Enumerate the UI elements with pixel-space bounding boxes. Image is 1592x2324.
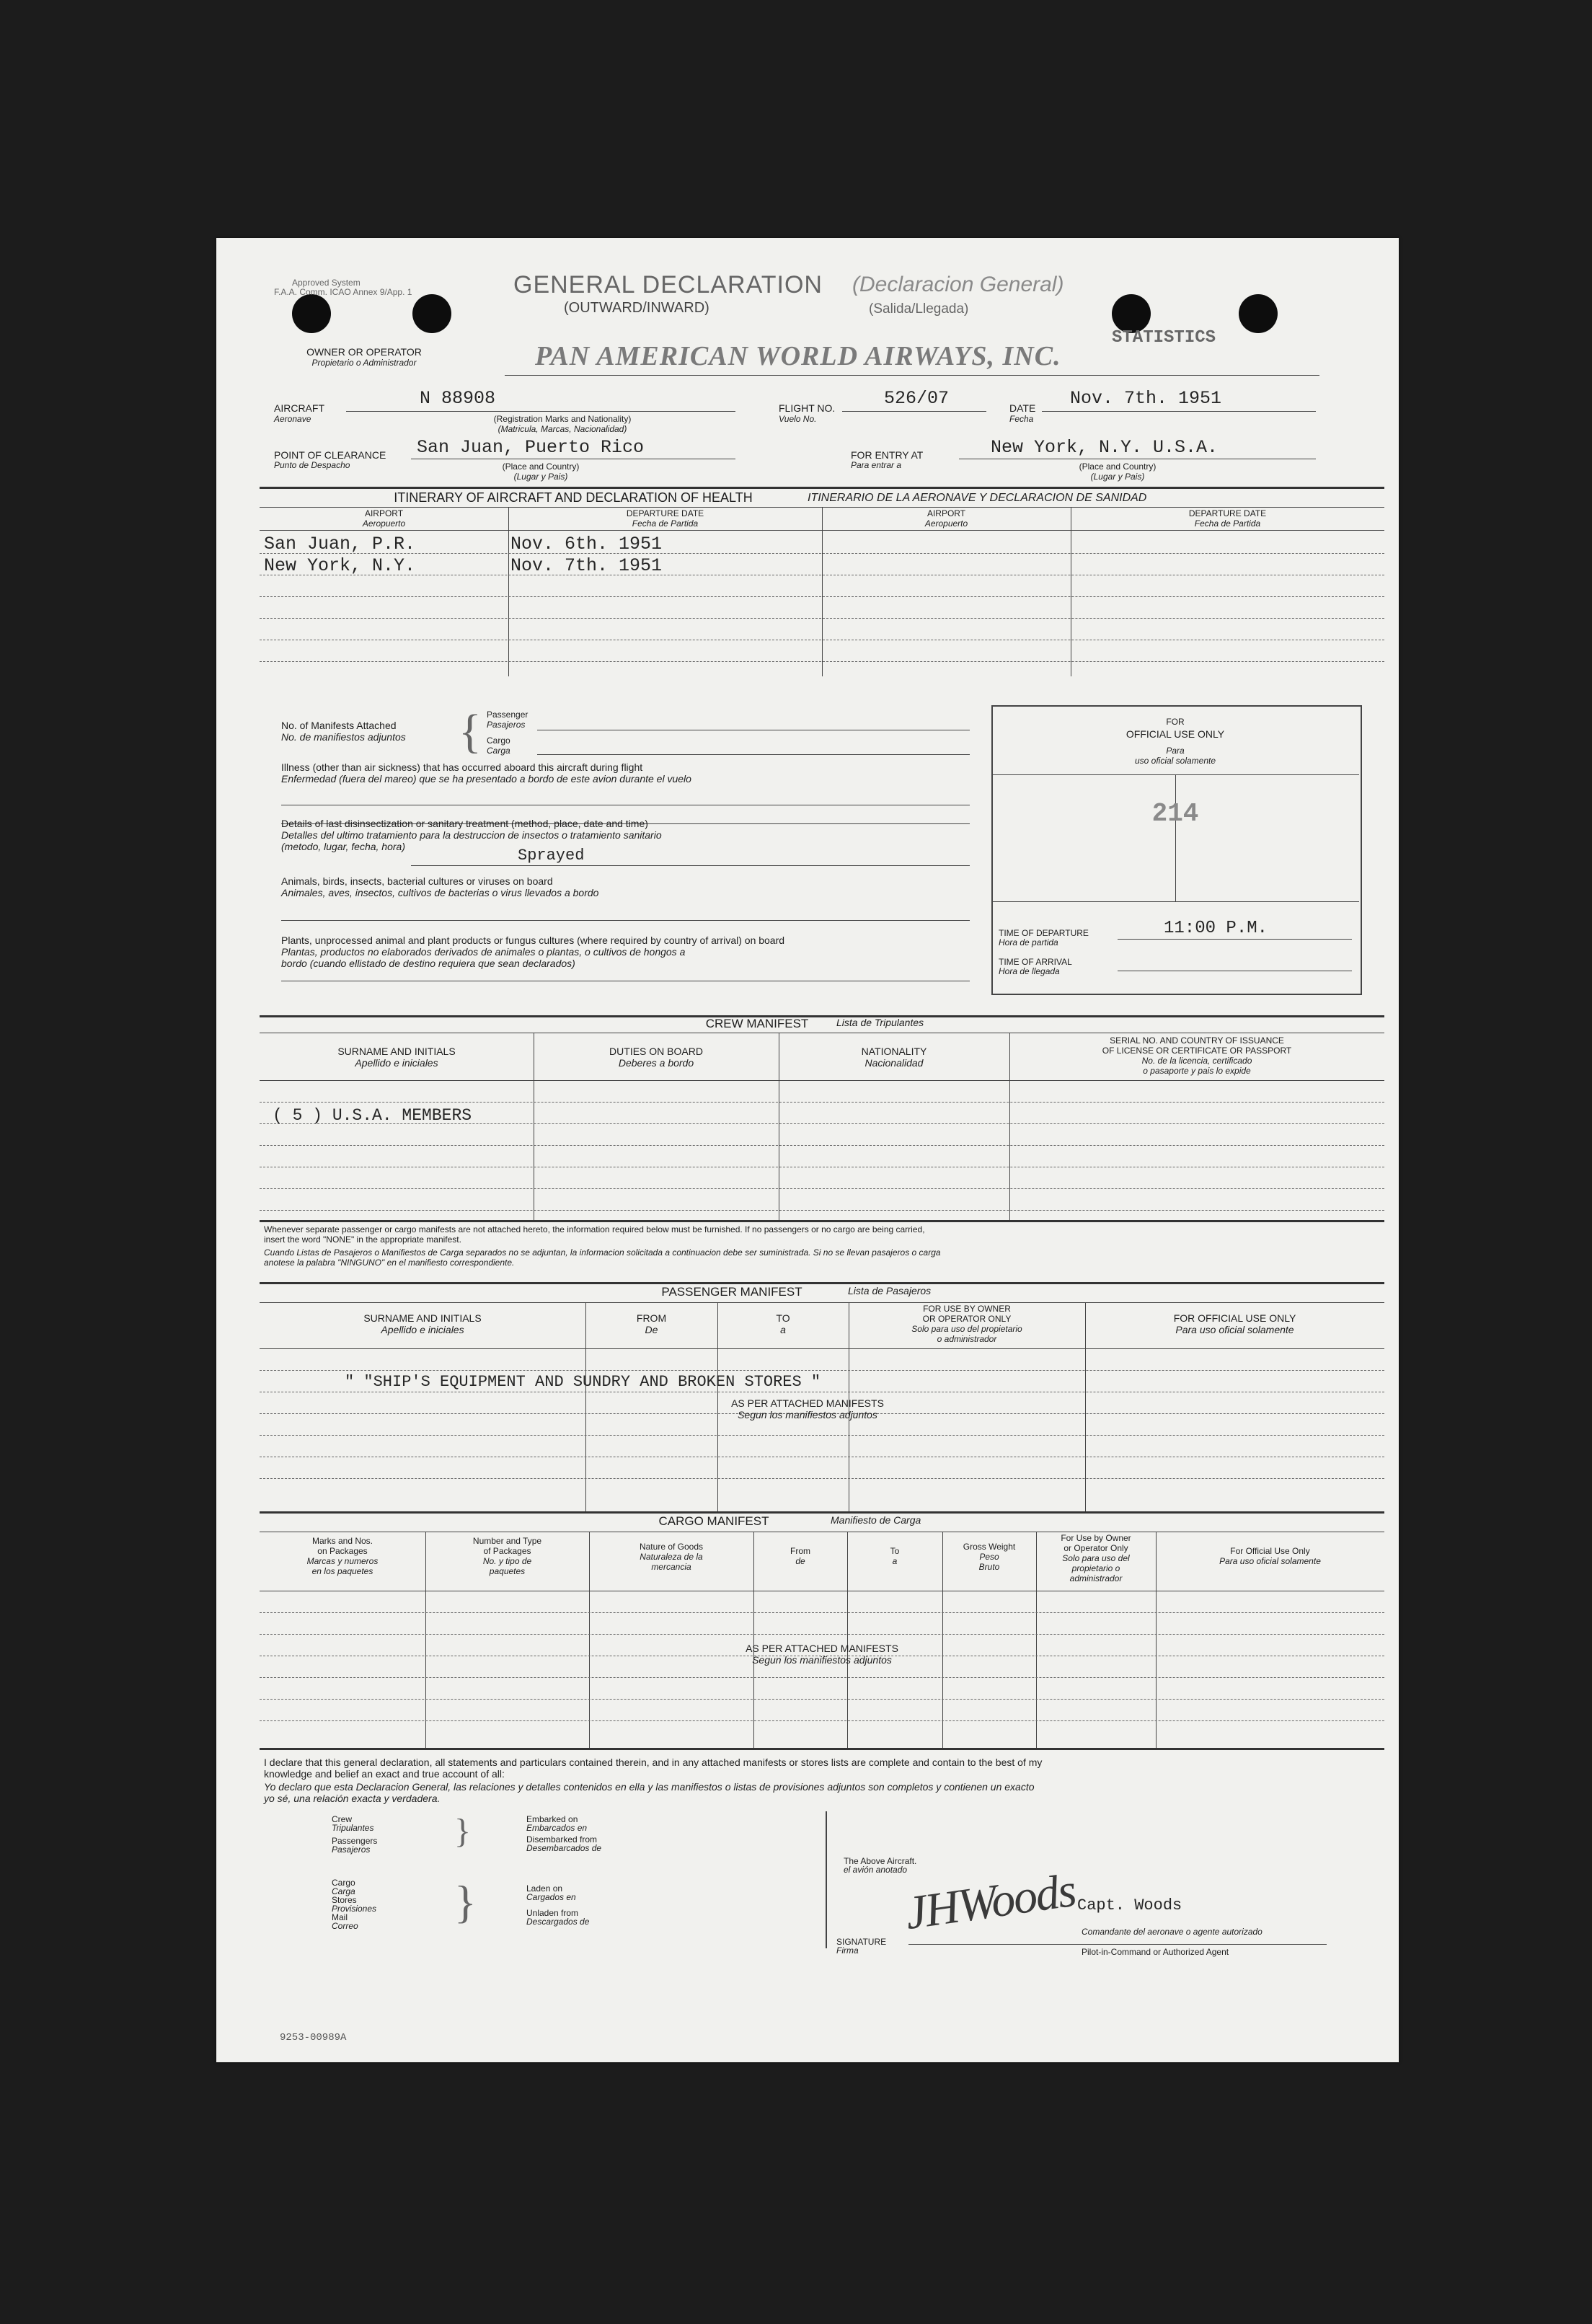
manifests-label-es: No. de manifiestos adjuntos [281,731,406,743]
entry-sub-es: (Lugar y Pais) [1090,472,1145,482]
entry-value: New York, N.Y. U.S.A. [991,437,1219,458]
note-en-1: Whenever separate passenger or cargo manifests are not attached hereto, the information required below must be furnished. If no passengers or no cargo are being carried, [264,1224,925,1234]
departure-time-label-es: Hora de partida [999,937,1058,947]
general-declaration-form: Approved System F.A.A. Comm. ICAO Annex 9/App. 1 GENERAL DECLARATION (OUTWARD/INWARD) (Declaracion General) (Salida/Llegada) STATISTICS OWNER OR OPERATOR Propietario o Administrador PAN AMERICAN WORLD AIRWAYS, INC. AIRCRAFT Aeronave N 88908 (Registration Marks and Nationality) (Matricula, Marcas, Nacionalidad) FLIGHT NO. Vuelo No. 526/07 DATE Fecha Nov. 7th. 1951 POINT OF CLEARANCE Punto de Despacho San Juan, Puerto Rico (Place and Country) (Lugar y Pais) FOR ENTRY AT Para entrar a New York, N.Y. U.S.A. (Place and Country) (Lugar y Pais) ITINERARY OF AIRCRAFT AND DECLARATION OF HEALTH ITINERARIO DE LA AERONAVE Y DECLARACION DE SANIDAD AIRPORT Aeropuerto DEPARTURE DATE Fecha de Partida AIRPORT Aeropuerto DEPARTURE DATE Fecha de Partida San Juan, P.R. Nov. 6th. 1951 New York, N.Y. Nov. 7th. 1951 No. of Manifests Attached No. de manifiestos adjuntos { Passenger Pasajeros Cargo Carga Illness (other than air sickness) that has occurred aboard this aircraft during flight Enfermedad (fuera del mareo) que se ha presentado a bordo de este avion durante el vuelo Details of last disinsectization or sanitary treatment (method, place, date and time) Detalles del ultimo tratamiento para la destruccion de insectos o tratamiento sanitario (metodo, lugar, fecha, hora) Sprayed Animals, birds, insects, bacterial cultures or viruses on board Animales, aves, insectos, cultivos de bacterias o virus llevados a bordo Plants, unprocessed animal and plant products or fungus cultures (where required by country of arrival) on board Plantas, productos no elaborados derivados de animales o plantas, o cultivos de hongos a bordo (cuando ellistado de destino requiera que sean declarados) FOR OFFICIAL USE ONLY Para uso oficial solamente 214 TIME OF DEPARTURE Hora de partida 11:00 P.M. TIME OF ARRIVAL Hora de llegada CREW MANIFEST Lista de Tripulantes SURNAME AND INITIALS Apellido e iniciales DUTIES ON BOARD Deberes a bordo NATIONALITY Nacionalidad SERIAL NO. AND COUNTRY OF ISSUANCE OF LICENSE OR CERTIFICATE OR PASSPORT No. de la licencia, certificado o pasaporte y pais lo expide ( 5 ) U.S.A. MEMBERS Whenever separate passenger or cargo manifests are not attached hereto, the information required below must be furnished. If no passengers or no cargo are being carried, insert the word "NONE" in the appropriate manifest. Cuando Listas de Pasajeros o Manifiestos de Carga separados no se adjuntan, la informacion solicitada a continuacion debe ser suministrada. Si no se llevan pasajeros o carga anotese la palabra "NINGUNO" en el manifiesto correspondiente. PASSENGER MANIFEST Lista de Pasajeros SURNAME AND INITIALS Apellido e iniciales FROM De TO a FOR USE BY OWNER OR OPERATOR ONLY Solo para uso del propietario o administrador FOR OFFICIAL USE ONLY Para uso oficial solamente " "SHIP'S EQUIPMENT AND SUNDRY AND BROKEN STORES " AS PER ATTACHED MANIFESTS Segun los manifiestos adjuntos CARGO MANIFEST Manifiesto de Carga Marks and Nos. on Packages Marcas y numeros en los paquetes Number and Type of Packages No. y tipo de paquetes Nature of Goods Naturaleza de la mercancia From de To a Gross Weight Peso Bruto For Use by Owner or Operator Only Solo para uso del propietario o administrador For Official Use Only Para uso oficial solamente AS PER ATTACHED MANIFESTS Segun los manifiestos adjuntos I declare that this general declaration, all statements and particulars contained therein, and in any attached manifests or stores lists are complete and contain to the best of my knowledge and belief an exact and true account of all: Yo declaro que esta Declaracion General, las relaciones y detalles contenidos en ella y las manifiestos o listas de provisiones adjuntos son completos y contienen un exacto yo sé, una relación exacta y verdadera. Crew Tripulantes Passengers Pasajeros } Embarked on Embarcados en Disembarked from Desembarcados de Cargo Carga Stores Provisiones Mail Correo } Laden on Cargados en Unladen from Descargados de The Above Aircraft. el avión anotado JHWoods Capt. Woods SIGNATURE Firma Comandante del aeronave o agente autorizado Pilot-in-Command or Authorized Agent 9253-00989A [216,238,1399,2062]
clearance-label-es: Punto de Despacho [274,460,350,470]
decl-disembarked-es: Desembarcados de [526,1843,602,1853]
entry-label: FOR ENTRY AT [851,449,924,461]
clearance-sub: (Place and Country) [502,461,580,472]
decl-stores-es: Provisiones [332,1904,377,1914]
official-title: OFFICIAL USE ONLY [1126,728,1225,740]
pax-col-name: SURNAME AND INITIALS [363,1312,482,1324]
form-subtitle-es: (Salida/Llegada) [869,301,969,317]
animals-label-es: Animales, aves, insectos, cultivos de bacterias o virus llevados a bordo [281,887,599,898]
cargo-col-official: For Official Use Only [1230,1546,1310,1556]
itinerary-title-es: ITINERARIO DE LA AERONAVE Y DECLARACION DE SANIDAD [808,492,1147,504]
decl-mail-es: Correo [332,1921,358,1931]
cargo-col-marks-es: Marcas y numeros [306,1556,379,1566]
note-es-1: Cuando Listas de Pasajeros o Manifiestos de Carga separados no se adjuntan, la informacion solicitada a continuacion debe ser suministrada. Si no se llevan pasajeros o carga [264,1247,941,1258]
cargo-col-marks-1: Marks and Nos. [311,1536,373,1546]
crew-col-license-es2: o pasaporte y pais lo expide [1143,1066,1251,1076]
signer-name: Capt. Woods [1077,1896,1182,1914]
plants-label-es: Plantas, productos no elaborados derivados de animales o plantas, o cultivos de hongos a [281,946,686,958]
itinerary-date-1: Nov. 6th. 1951 [510,534,663,555]
approved-system: Approved System [292,278,361,288]
declaration-en-1: I declare that this general declaration, all statements and particulars contained therein, and in any attached manifests or stores lists are complete and contain to the best of my [264,1757,1043,1768]
decl-cargo-es: Carga [332,1886,355,1896]
note-es-2: anotese la palabra "NINGUNO" en el manifiesto correspondiente. [264,1258,515,1268]
cargo-col-to: To [890,1546,900,1556]
col-airport-2-es: Aeropuerto [924,518,968,529]
cargo-col-nature: Nature of Goods [639,1542,704,1552]
crew-title-es: Lista de Tripulantes [836,1017,924,1028]
aircraft-label: AIRCRAFT [274,402,324,414]
pax-col-owner-1: FOR USE BY OWNER [923,1304,1011,1314]
pax-col-owner-2: OR OPERATOR ONLY [922,1314,1012,1324]
decl-unladen-es: Descargados de [526,1917,590,1927]
cargo-col-owner-es: Solo para uso del [1062,1553,1130,1563]
cargo-col-weight: Gross Weight [963,1542,1016,1552]
cargo-col-official-es: Para uso oficial solamente [1219,1556,1321,1566]
col-departure-es: Fecha de Partida [632,518,699,529]
cargo-col-to-es: a [892,1556,898,1566]
decl-unladen: Unladen from [526,1908,579,1918]
crew-col-nationality: NATIONALITY [861,1046,927,1057]
cargo-col-number-es: No. y tipo de [482,1556,532,1566]
flight-label: FLIGHT NO. [779,402,836,414]
owner-value: PAN AMERICAN WORLD AIRWAYS, INC. [535,341,1061,371]
cargo-col-marks-es2: en los paquetes [311,1566,373,1576]
official-para: Para [1166,746,1185,756]
illness-label-es: Enfermedad (fuera del mareo) que se ha presentado a bordo de este avion durante el vuelo [281,773,691,785]
decl-disembarked: Disembarked from [526,1834,598,1844]
form-subtitle: (OUTWARD/INWARD) [564,300,709,316]
form-number: 9253-00989A [280,2032,347,2044]
cargo-col-number-1: Number and Type [472,1536,542,1546]
punch-hole [412,294,451,333]
declaration-es-1: Yo declaro que esta Declaracion General, las relaciones y detalles contenidos en ella y las manifiestos o listas de provisiones adjuntos son completos y contienen un exacto [264,1781,1035,1793]
manifest-passenger: Passenger [487,710,529,720]
col-airport-es: Aeropuerto [362,518,406,529]
passenger-title: PASSENGER MANIFEST [661,1285,802,1299]
decl-crew: Crew [332,1814,353,1824]
official-for: FOR [1166,717,1185,727]
cargo-col-owner-2: or Operator Only [1063,1543,1128,1553]
aircraft-label-es: Aeronave [274,414,311,424]
signature-script: JHWoods [902,1863,1079,1940]
cargo-col-marks-2: on Packages [317,1546,368,1556]
itinerary-airport-2: New York, N.Y. [264,555,416,576]
decl-above: The Above Aircraft. [844,1856,917,1866]
decl-laden: Laden on [526,1883,563,1894]
crew-title: CREW MANIFEST [705,1017,809,1030]
pax-col-official: FOR OFFICIAL USE ONLY [1173,1312,1296,1324]
departure-time-value: 11:00 P.M. [1164,919,1268,938]
aircraft-registration: N 88908 [420,388,496,409]
crew-col-license-1: SERIAL NO. AND COUNTRY OF ISSUANCE [1110,1035,1284,1046]
cargo-col-from-es: de [795,1556,805,1566]
disinsect-value: Sprayed [518,847,585,865]
arrival-time-label: TIME OF ARRIVAL [999,957,1072,967]
cargo-col-owner-es3: administrador [1069,1573,1123,1583]
cargo-title-es: Manifiesto de Carga [831,1514,921,1526]
signer-role-es: Comandante del aeronave o agente autorizado [1082,1927,1262,1937]
pax-col-owner-es2: o administrador [937,1334,997,1344]
manifest-cargo: Cargo [487,735,510,746]
col-airport-2: AIRPORT [927,508,966,518]
cargo-col-weight-es: Peso [979,1552,999,1562]
disinsect-label-es2: (metodo, lugar, fecha, hora) [281,841,405,852]
clearance-value: San Juan, Puerto Rico [417,437,645,458]
disinsect-label: Details of last disinsectization or sanitary treatment (method, place, date and time) [281,818,648,829]
date-label-es: Fecha [1009,414,1034,424]
cargo-col-nature-es2: mercancia [651,1562,691,1572]
decl-mail: Mail [332,1912,348,1922]
passenger-attached-es: Segun los manifiestos adjuntos [738,1409,877,1421]
aircraft-sub-es: (Matricula, Marcas, Nacionalidad) [498,424,627,434]
pax-col-from-es: De [645,1324,658,1335]
col-airport: AIRPORT [364,508,404,518]
disinsect-label-es: Detalles del ultimo tratamiento para la destruccion de insectos o tratamiento sanitario [281,829,662,841]
decl-cargo: Cargo [332,1878,355,1888]
decl-laden-es: Cargados en [526,1892,576,1902]
cargo-col-number-es2: paquetes [489,1566,526,1576]
form-title-es: (Declaracion General) [852,273,1064,296]
entry-label-es: Para entrar a [851,460,902,470]
signature-label: SIGNATURE [836,1937,887,1947]
cargo-col-owner-es2: propietario o [1071,1563,1120,1573]
signer-role: Pilot-in-Command or Authorized Agent [1082,1947,1229,1957]
faa-reference: F.A.A. Comm. ICAO Annex 9/App. 1 [274,287,412,297]
col-departure: DEPARTURE DATE [626,508,704,518]
crew-entry: ( 5 ) U.S.A. MEMBERS [273,1106,472,1125]
crew-col-license-es: No. de la licencia, certificado [1141,1056,1252,1066]
pax-col-name-es: Apellido e iniciales [381,1324,464,1335]
col-departure-2-es: Fecha de Partida [1194,518,1261,529]
flight-date: Nov. 7th. 1951 [1070,388,1222,409]
decl-embarked-es: Embarcados en [526,1823,588,1833]
pax-col-owner-es: Solo para uso del propietario [911,1324,1022,1334]
decl-passengers: Passengers [332,1836,378,1846]
crew-col-duties: DUTIES ON BOARD [609,1046,703,1057]
pax-col-to-es: a [780,1324,786,1335]
cargo-col-weight-es2: Bruto [978,1562,1000,1572]
note-en-2: insert the word "NONE" in the appropriate manifest. [264,1234,461,1245]
punch-hole [1239,294,1278,333]
punch-hole [292,294,331,333]
decl-stores: Stores [332,1895,357,1905]
crew-col-name: SURNAME AND INITIALS [337,1046,456,1057]
pax-col-to: TO [776,1312,790,1324]
manifest-cargo-es: Carga [487,746,510,756]
form-title: GENERAL DECLARATION [513,271,823,299]
passenger-entry: " "SHIP'S EQUIPMENT AND SUNDRY AND BROKEN STORES " [345,1373,821,1391]
official-para2: uso oficial solamente [1134,756,1216,766]
manifests-label: No. of Manifests Attached [281,720,397,731]
statistics-stamp: STATISTICS [1112,328,1216,348]
clearance-sub-es: (Lugar y Pais) [513,472,568,482]
owner-label: OWNER OR OPERATOR [306,346,422,358]
itinerary-airport-1: San Juan, P.R. [264,534,416,555]
cargo-col-number-2: of Packages [483,1546,531,1556]
flight-number: 526/07 [884,388,950,409]
cargo-attached: AS PER ATTACHED MANIFESTS [746,1643,898,1654]
crew-col-nationality-es: Nacionalidad [864,1057,924,1069]
crew-col-duties-es: Deberes a bordo [618,1057,694,1069]
entry-sub: (Place and Country) [1079,461,1157,472]
decl-passengers-es: Pasajeros [332,1844,371,1855]
passenger-title-es: Lista de Pasajeros [848,1285,932,1296]
departure-time-label: TIME OF DEPARTURE [999,928,1089,938]
illness-label: Illness (other than air sickness) that has occurred aboard this aircraft during flight [281,761,643,773]
pax-col-from: FROM [636,1312,667,1324]
passenger-attached: AS PER ATTACHED MANIFESTS [731,1397,884,1409]
pax-col-official-es: Para uso oficial solamente [1175,1324,1294,1335]
flight-label-es: Vuelo No. [779,414,817,424]
cargo-attached-es: Segun los manifiestos adjuntos [752,1654,892,1666]
arrival-time-label-es: Hora de llegada [999,966,1060,976]
cargo-title: CARGO MANIFEST [658,1514,769,1528]
cargo-col-owner-1: For Use by Owner [1061,1533,1131,1543]
itinerary-title: ITINERARY OF AIRCRAFT AND DECLARATION OF HEALTH [394,490,753,505]
cargo-col-nature-es: Naturaleza de la [640,1552,703,1562]
clearance-label: POINT OF CLEARANCE [274,449,386,461]
manifest-passenger-es: Pasajeros [487,720,526,730]
owner-label-es: Propietario o Administrador [311,358,417,368]
plants-label-es2: bordo (cuando ellistado de destino requiera que sean declarados) [281,958,575,969]
punch-hole [1112,294,1151,333]
col-departure-2: DEPARTURE DATE [1188,508,1267,518]
declaration-en-2: knowledge and belief an exact and true account of all: [264,1768,505,1780]
itinerary-date-2: Nov. 7th. 1951 [510,555,663,576]
decl-above-es: el avión anotado [844,1865,908,1875]
cargo-col-from: From [790,1546,810,1556]
decl-embarked: Embarked on [526,1814,578,1824]
aircraft-sub: (Registration Marks and Nationality) [493,414,632,424]
crew-col-license-2: OF LICENSE OR CERTIFICATE OR PASSPORT [1102,1046,1292,1056]
signature-label-es: Firma [836,1945,859,1956]
official-stamp-number: 214 [1151,799,1199,829]
crew-col-name-es: Apellido e iniciales [355,1057,438,1069]
animals-label: Animals, birds, insects, bacterial cultures or viruses on board [281,875,553,887]
date-label: DATE [1009,402,1036,414]
declaration-es-2: yo sé, una relación exacta y verdadera. [264,1793,441,1804]
decl-crew-es: Tripulantes [332,1823,374,1833]
plants-label: Plants, unprocessed animal and plant products or fungus cultures (where required by country of arrival) on board [281,935,785,946]
